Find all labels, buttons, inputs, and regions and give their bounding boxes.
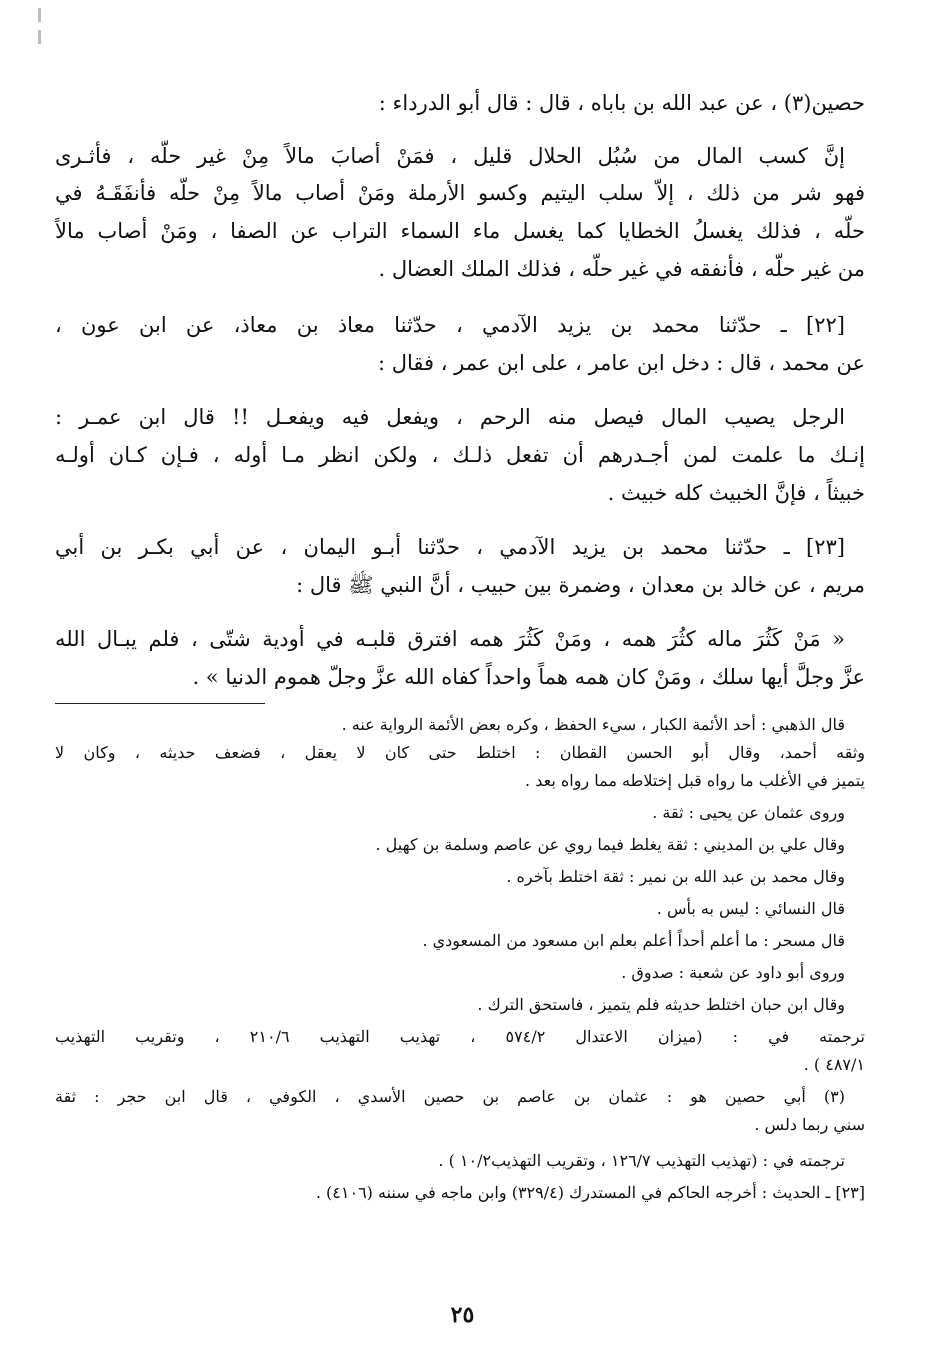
footnote-line: سني ربما دلس . [754,1115,865,1134]
text-line: عزَّ وجلَّ أيها سلك ، ومَنْ كان همه هماً واحداً كفاه الله عزَّ وجلّ هموم الدنيا » . [192,665,865,689]
footnote-separator [55,703,265,704]
footnote-line: قال النسائي : ليس به بأس . [656,899,845,918]
footnote-line: ٤٨٧/١ ) . [803,1055,865,1074]
text-line: الرجل يصيب المال فيصل منه الرحم ، ويفعل فيه ويفعـل !! قال ابن عمـر : [55,405,845,429]
footnote-line: وقال ابن حبان اختلط حديثه فلم يتميز ، فاستحق الترك . [477,995,845,1014]
footnote-line: ترجمته في : (ميزان الاعتدال ٥٧٤/٢ ، تهذيب التهذيب ٢١٠/٦ ، وتقريب التهذيب [55,1027,865,1046]
text-line: من غير حلّه ، فأنفقه في غير حلّه ، فذلك الملك العضال . [378,257,865,281]
scan-mark [38,8,41,22]
scan-mark [38,30,41,44]
footnote-line: وقال علي بن المديني : ثقة يغلط فيما روي عن عاصم وسلمة بن كهيل . [375,835,845,854]
footnote-line: وقال محمد بن عبد الله بن نمير : ثقة اختلط بآخره . [506,867,845,886]
hadith-23-header: [٢٣] ـ حدّثنا محمد بن يزيد الآدمي ، حدّثنا أبـو اليمان ، عن أبي بكـر بن أبي [55,535,845,559]
footnote-line: وروى عثمان عن يحيى : ثقة . [652,803,845,822]
page-number: ٢٥ [450,1302,475,1328]
footnote-line: يتميز في الأغلب ما رواه قبل إختلاطه مما رواه بعد . [525,771,865,790]
footnote-line: قال الذهبي : أحد الأئمة الكبار ، سيء الحفظ ، وكره بعض الأئمة الرواية عنه . [341,715,845,734]
footnote-line: وثقه أحمد، وقال أبو الحسن القطان : اختلط حتى كان لا يعقل ، فضعف حديثه ، وكان لا [55,743,865,762]
text-line: إنـك ما علمت لمن أجـدرهم أن تفعل ذلـك ، ولكن انظر مـا أوله ، فـإن كـان أولـه [55,443,865,467]
text-line: حلّه ، فذلك يغسلُ الخطايا كما يغسل ماء السماء التراب عن الصفا ، ومَنْ أصاب مالاً [55,219,865,243]
text-line: مريم ، عن خالد بن معدان ، وضمرة بين حبيب ، أنَّ النبي ﷺ قال : [296,573,865,597]
text-line: فهو شر من ذلك ، إلاّ سلب اليتيم وكسو الأرملة ومَنْ أصاب مالاً مِنْ حلّه فأنفَقَـهُ في [55,181,865,205]
text-line: حصين(٣) ، عن عبد الله بن باباه ، قال : قال أبو الدرداء : [378,91,865,115]
text-line: إنَّ كسب المال من سُبُل الحلال قليل ، فمَنْ أصابَ مالاً مِنْ غير حلّه ، فأثـرى [55,144,845,168]
footnote-line: قال مسحر : ما أعلم أحداً أعلم بعلم ابن مسعود من المسعودي . [422,931,845,950]
text-line: خبيثاً ، فإنَّ الخبيث كله خبيث . [607,481,865,505]
text-line: « مَنْ كَثُرَ ماله كثُرَ همه ، ومَنْ كَثُرَ همه افترق قلبـه في أودية شتّى ، فلم يبـال الله [55,627,845,651]
footnote-3: (٣) أبي حصين هو : عثمان بن عاصم بن حصين الأسدي ، الكوفي ، قال ابن حجر : ثقة [55,1087,845,1106]
footnote-line: وروى أبو داود عن شعبة : صدوق . [621,963,845,982]
text-line: عن محمد ، قال : دخل ابن عامر ، على ابن عمر ، فقال : [377,351,865,375]
hadith-22-header: [٢٢] ـ حدّثنا محمد بن يزيد الآدمي ، حدّثنا معاذ بن معاذ، عن ابن عون ، [55,313,845,337]
footnote-line: ترجمته في : (تهذيب التهذيب ١٢٦/٧ ، وتقريب التهذيب١٠/٢ ) . [438,1151,845,1170]
hadith-23-reference: [٢٣] ـ الحديث : أخرجه الحاكم في المستدرك (٣٢٩/٤) وابن ماجه في سننه (٤١٠٦) . [315,1183,865,1202]
